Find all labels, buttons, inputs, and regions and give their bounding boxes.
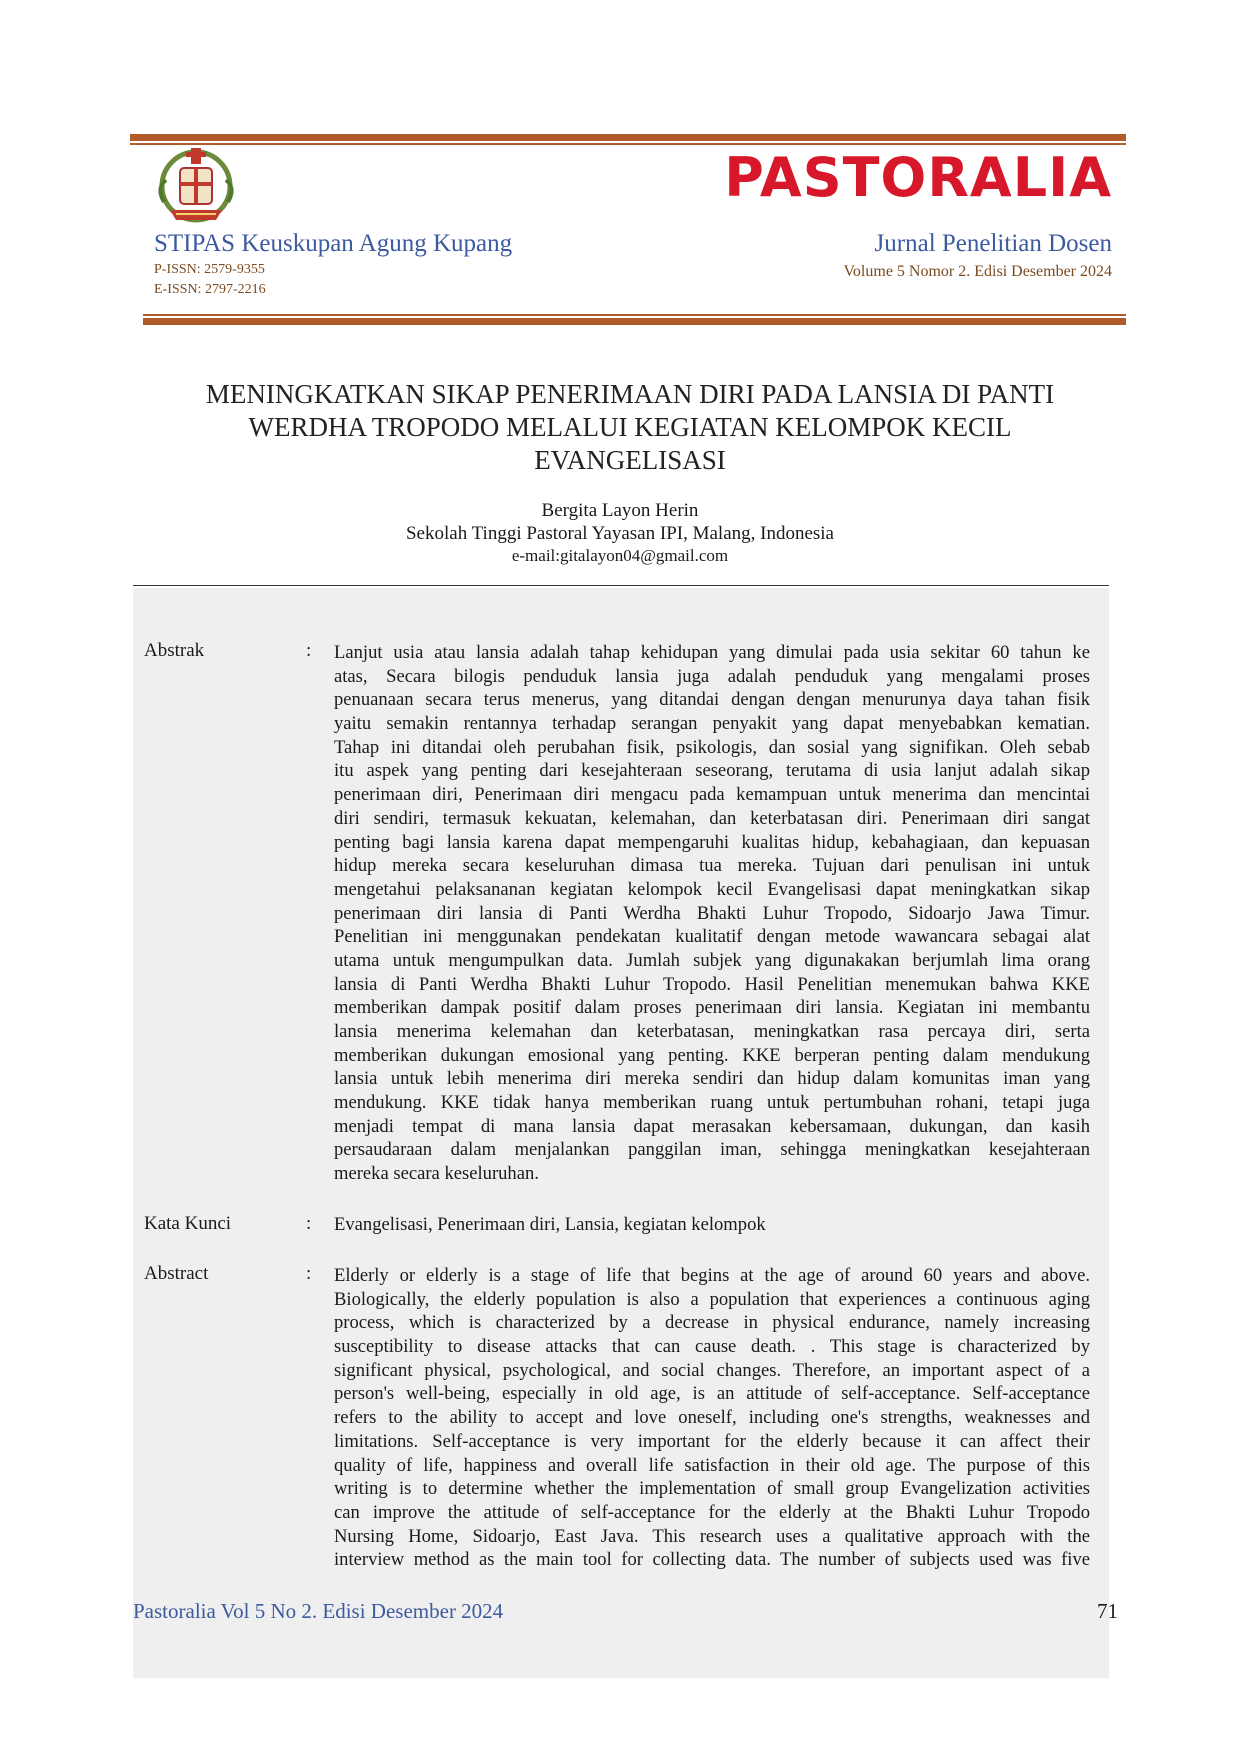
coat-of-arms-icon [150, 144, 242, 226]
article-title [140, 378, 1120, 477]
author-name: Bergita Layon Herin [541, 500, 699, 521]
abstract-text [334, 1264, 1090, 1572]
text-line: lansia di Panti Werdha Bhakti Luhur Tropodo. Hasil Penelitian menemukan bahwa KKE [334, 973, 1090, 995]
text-line: hidup mereka secara keseluruhan dimasa tua mereka. Tujuan dari penulisan ini untuk [334, 855, 1090, 877]
text-line: lansia untuk lebih menerima diri mereka sendiri dan hidup dalam komunitas iman yang [334, 1068, 1090, 1090]
abstrak-colon: : [306, 640, 312, 661]
text-line: mendukung. KKE tidak hanya memberikan ruang untuk pertumbuhan rohani, tetapi juga [334, 1092, 1090, 1114]
text-line: Tahap ini ditandai oleh perubahan fisik, psikologis, dan sosial yang signifikan. Oleh sebab [334, 736, 1090, 758]
title-line: WERDHA TROPODO MELALUI KEGIATAN KELOMPOK KECIL [248, 412, 1012, 442]
kata-kunci-colon: : [306, 1213, 312, 1234]
text-line: Penelitian ini menggunakan pendekatan kualitatif dengan metode wawancara sebagai alat [334, 926, 1090, 948]
text-line: penting bagi lansia karena dapat mempengaruhi kualitas hidup, kebahagiaan, dan kepuasan [334, 831, 1090, 853]
p-issn: P-ISSN: 2579-9355 [154, 262, 265, 277]
text-line: itu aspek yang penting dari kesejahteraan seseorang, terutama di usia lanjut adalah sikap [334, 760, 1090, 782]
text-line: utama untuk mengumpulkan data. Jumlah subjek yang digunakakan berjumlah lima orang [334, 949, 1090, 971]
text-line: atas, Secara bilogis penduduk lansia juga adalah penduduk yang mengalami proses [334, 665, 1090, 687]
kata-kunci-text: Evangelisasi, Penerimaan diri, Lansia, kegiatan kelompok [334, 1214, 766, 1235]
institution-name: STIPAS Keuskupan Agung Kupang [154, 230, 513, 257]
title-line: EVANGELISASI [534, 445, 726, 475]
e-issn: E-ISSN: 2797-2216 [154, 282, 266, 297]
text-line: Elderly or elderly is a stage of life that begins at the age of around 60 years and above. [334, 1265, 1090, 1286]
text-line: menjadi tempat di mana lansia dapat merasakan kebersamaan, dukungan, dan kasih [334, 1115, 1090, 1137]
kata-kunci-label: Kata Kunci [144, 1213, 232, 1234]
header-rule-thick-bottom [143, 318, 1126, 325]
title-divider [133, 585, 1109, 586]
text-line: Biologically, the elderly population is also a population that experiences a continuous aging [334, 1288, 1090, 1310]
text-line: diri sendiri, termasuk kekuatan, kelemahan, dan keterbatasan diri. Penerimaan diri sangat [334, 807, 1090, 829]
text-line: persaudaraan dalam menjalankan panggilan iman, sehingga meningkatkan kesejahteraan [334, 1139, 1090, 1161]
author-email: e-mail:gitalayon04@gmail.com [511, 546, 729, 565]
text-line: susceptibility to disease attacks that can cause death. . This stage is characterized by [334, 1336, 1090, 1358]
journal-title: Jurnal Penelitian Dosen [874, 230, 1112, 257]
abstrak-label: Abstrak [144, 640, 205, 661]
text-line: mereka secara keseluruhan. [334, 1163, 539, 1185]
text-line: penerimaan diri lansia di Panti Werdha Bhakti Luhur Tropodo, Sidoarjo Jawa Timur. [334, 902, 1090, 924]
text-line: penuanaan secara terus menerus, yang ditandai dengan dengan menurunya daya tahan fisik [334, 689, 1090, 711]
header-rule-thin-bottom [143, 314, 1126, 316]
abstract-colon: : [306, 1263, 312, 1284]
text-line: refers to the ability to accept and love oneself, including one's strengths, weaknesses and [334, 1407, 1090, 1429]
text-line: quality of life, happiness and overall life satisfaction in their old age. The purpose of this [334, 1454, 1090, 1476]
text-line: person's well-being, especially in old age, is an attitude of self-acceptance. Self-acceptance [334, 1383, 1090, 1405]
abstrak-text [334, 641, 1090, 1186]
journal-brand: PASTORALIA [724, 146, 1112, 209]
text-line: lansia menerima kelemahan dan keterbatasan, meningkatkan rasa percaya diri, serta [334, 1021, 1090, 1042]
text-line: Nursing Home, Sidoarjo, East Java. This research uses a qualitative approach with the [334, 1525, 1090, 1547]
text-line: process, which is characterized by a decrease in physical endurance, namely increasing [334, 1312, 1090, 1334]
abstract-label: Abstract [144, 1263, 209, 1284]
text-line: memberikan dukungan emosional yang penting. KKE berperan penting dalam mendukung [334, 1044, 1090, 1066]
page-number: 71 [1097, 1599, 1118, 1623]
journal-volume: Volume 5 Nomor 2. Edisi Desember 2024 [843, 263, 1112, 280]
header-rule-thin [130, 143, 1126, 145]
text-line: limitations. Self-acceptance is very important for the elderly because it can affect their [334, 1430, 1090, 1452]
text-line: can improve the attitude of self-acceptance for the elderly at the Bhakti Luhur Tropodo [334, 1501, 1090, 1523]
text-line: Lanjut usia atau lansia adalah tahap kehidupan yang dimulai pada usia sekitar 60 tahun ke [334, 642, 1090, 663]
text-line: penerimaan diri, Penerimaan diri mengacu pada kemampuan untuk menerima dan mencintai [334, 784, 1090, 806]
author-affiliation: Sekolah Tinggi Pastoral Yayasan IPI, Malang, Indonesia [405, 523, 834, 544]
header-rule-thick [130, 134, 1126, 141]
title-line: MENINGKATKAN SIKAP PENERIMAAN DIRI PADA LANSIA DI PANTI [205, 379, 1055, 409]
text-line: writing is to determine whether the implementation of small group Evangelization activities [334, 1478, 1090, 1500]
text-line: significant physical, psychological, and social changes. Therefore, an important aspect of a [334, 1359, 1090, 1381]
text-line: memberikan dampak positif dalam proses penerimaan diri lansia. Kegiatan ini membantu [334, 997, 1090, 1019]
text-line: interview method as the main tool for collecting data. The number of subjects used was five [334, 1549, 1090, 1571]
footer-citation: Pastoralia Vol 5 No 2. Edisi Desember 2024 [133, 1599, 504, 1623]
text-line: mengetahui pelaksananan kegiatan kelompok kecil Evangelisasi dapat meningkatkan sikap [334, 878, 1090, 900]
text-line: yaitu semakin rentannya terhadap serangan penyakit yang dapat menyebabkan kematian. [334, 713, 1090, 735]
